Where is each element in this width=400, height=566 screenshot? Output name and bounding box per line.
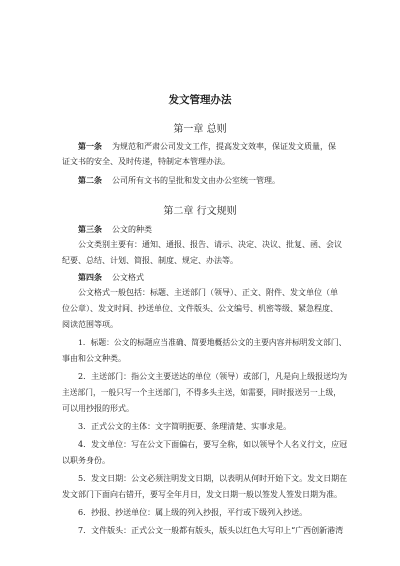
article-3 <box>78 224 347 235</box>
article-4-label: 第四条 <box>78 272 102 282</box>
item-1-line-2: 事由和公文种类。 <box>62 354 126 363</box>
article-2-text: 公司所有文书的呈批和发文由办公室统一管理。 <box>112 176 280 185</box>
article-4 <box>78 272 347 283</box>
types-line-2: 纪要、总结、计划、简报、制度、规定、办法等。 <box>62 256 238 265</box>
chapter-1-heading: 第一章 总则 <box>173 124 227 135</box>
item-3-line-1: 3．正式公文的主体：文字简明扼要、条理清楚、实事求是。 <box>78 422 292 431</box>
item-5-line-1: 5．发文日期：公文必须注明发文日期，以表明从何时开始下文。发文日期在 <box>78 474 348 483</box>
types-line-1: 公文类别主要有：通知、通报、报告、请示、决定、决议、批复、函、会议 <box>78 240 342 249</box>
item-5-line-2: 发文部门下面向右错开，要写全年月日，发文日期一般以签发人签发日期为准。 <box>62 490 342 499</box>
article-4-text: 公文格式 <box>112 273 144 282</box>
article-1 <box>78 141 347 152</box>
article-3-label: 第三条 <box>78 224 102 234</box>
item-4-line-1: 4．发文单位：写在公文下面偏右，要写全称，如以领导个人名义行文，应冠 <box>78 440 348 449</box>
chapter-2-heading: 第二章 行文规则 <box>163 206 237 217</box>
item-2-line-2: 主送部门，一般只写一个主送部门，不得多头主送，如需要，同时报送另一上级， <box>62 388 342 397</box>
item-7-line-1: 7．文件版头：正式公文一般都有版头，版头以红色大写印上“广西创新港湾 <box>78 526 344 535</box>
article-1-label: 第一条 <box>78 141 102 151</box>
article-2-label: 第二条 <box>78 175 102 185</box>
item-4-line-2: 以职务身份。 <box>62 456 110 465</box>
document-title: 发文管理办法 <box>168 94 232 106</box>
format-line-2: 位公章）、发文时间、抄送单位、文件版头、公文编号、机密等级、紧急程度、 <box>62 304 338 313</box>
item-2-line-1: 2．主送部门：指公文主要送达的单位（领导）或部门，凡是向上级报送均为 <box>78 372 348 381</box>
article-1-line-2: 证文书的安全、及时传递，特制定本管理办法。 <box>62 157 230 166</box>
article-3-text: 公文的种类 <box>112 225 152 234</box>
item-6-line-1: 6．抄报、抄送单位：属上级的列入抄报，平行或下级列入抄送。 <box>78 508 308 517</box>
format-line-3: 阅读范围等项。 <box>62 320 118 329</box>
item-2-line-3: 可以用抄报的形式。 <box>62 404 134 413</box>
article-2 <box>78 175 347 186</box>
item-1-line-1: 1．标题：公文的标题应当准确、简要地概括公文的主要内容并标明发文部门、 <box>78 338 347 347</box>
format-line-1: 公文格式一般包括：标题、主送部门（领导）、正文、附件、发文单位（单 <box>78 288 338 297</box>
article-1-text: 为规范和严肃公司发文工作，提高发文效率，保证发文质量，保 <box>112 142 336 151</box>
